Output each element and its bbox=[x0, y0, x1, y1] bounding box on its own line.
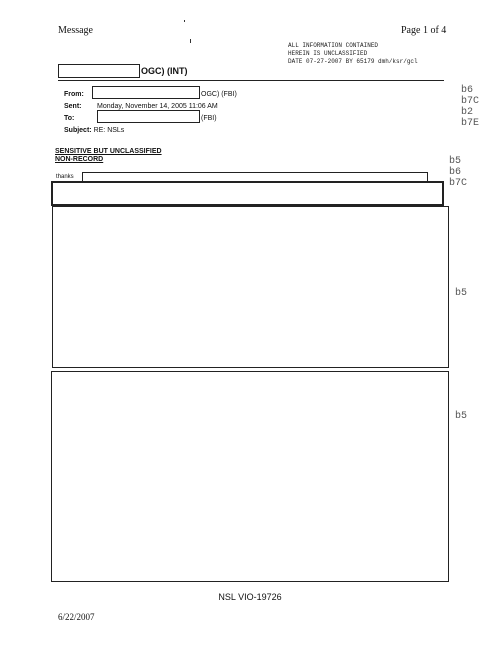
exemption-codes-thanks bbox=[449, 156, 467, 189]
exemption-codes-fields bbox=[461, 85, 479, 129]
bates-number: NSL VIO-19726 bbox=[218, 592, 282, 602]
exemption-code: b6 bbox=[449, 167, 462, 178]
body-thanks: thanks bbox=[56, 174, 74, 180]
redaction-box-large-2 bbox=[51, 371, 449, 582]
page-number: Page 1 of 4 bbox=[401, 25, 447, 36]
message-label: Message bbox=[58, 25, 93, 36]
subject-value: RE: NSLs bbox=[93, 127, 125, 134]
exemption-code: b7E bbox=[461, 118, 480, 129]
redaction-box-from bbox=[92, 86, 200, 99]
scan-speck bbox=[184, 20, 185, 22]
exemption-code-box-1: b5 bbox=[455, 288, 468, 299]
declassification-stamp bbox=[288, 42, 418, 66]
scan-speck bbox=[190, 39, 191, 43]
from-suffix: OGC) (FBI) bbox=[201, 91, 237, 98]
exemption-code: b7C bbox=[461, 96, 480, 107]
sender-suffix: OGC) (INT) bbox=[141, 66, 188, 76]
redaction-box-large-1 bbox=[52, 206, 449, 368]
to-label: To: bbox=[64, 115, 75, 122]
sent-label: Sent: bbox=[64, 103, 82, 110]
sent-value: Monday, November 14, 2005 11:06 AM bbox=[97, 103, 218, 110]
print-date: 6/22/2007 bbox=[58, 612, 95, 622]
redaction-box-to bbox=[97, 110, 200, 123]
subject-row bbox=[64, 127, 124, 134]
from-label: From: bbox=[64, 91, 84, 98]
exemption-code: b6 bbox=[461, 85, 474, 96]
subject-label: Subject: bbox=[64, 127, 92, 134]
declass-line-3: DATE 07-27-2007 BY 65179 dmh/ksr/gcl bbox=[288, 58, 418, 65]
redaction-box-strip bbox=[51, 181, 444, 206]
classification-line-2: NON-RECORD bbox=[55, 156, 104, 163]
declass-line-2: HEREIN IS UNCLASSIFIED bbox=[288, 50, 368, 57]
redaction-box-sender bbox=[58, 64, 140, 78]
exemption-code: b7C bbox=[449, 178, 468, 189]
header-rule bbox=[58, 80, 444, 81]
declass-line-1: ALL INFORMATION CONTAINED bbox=[288, 42, 379, 49]
exemption-code-box-2: b5 bbox=[455, 411, 468, 422]
exemption-code: b5 bbox=[449, 156, 462, 167]
classification-line-1: SENSITIVE BUT UNCLASSIFIED bbox=[55, 148, 162, 155]
to-suffix: (FBI) bbox=[201, 115, 217, 122]
classification-marking bbox=[55, 148, 162, 164]
exemption-code: b2 bbox=[461, 107, 474, 118]
